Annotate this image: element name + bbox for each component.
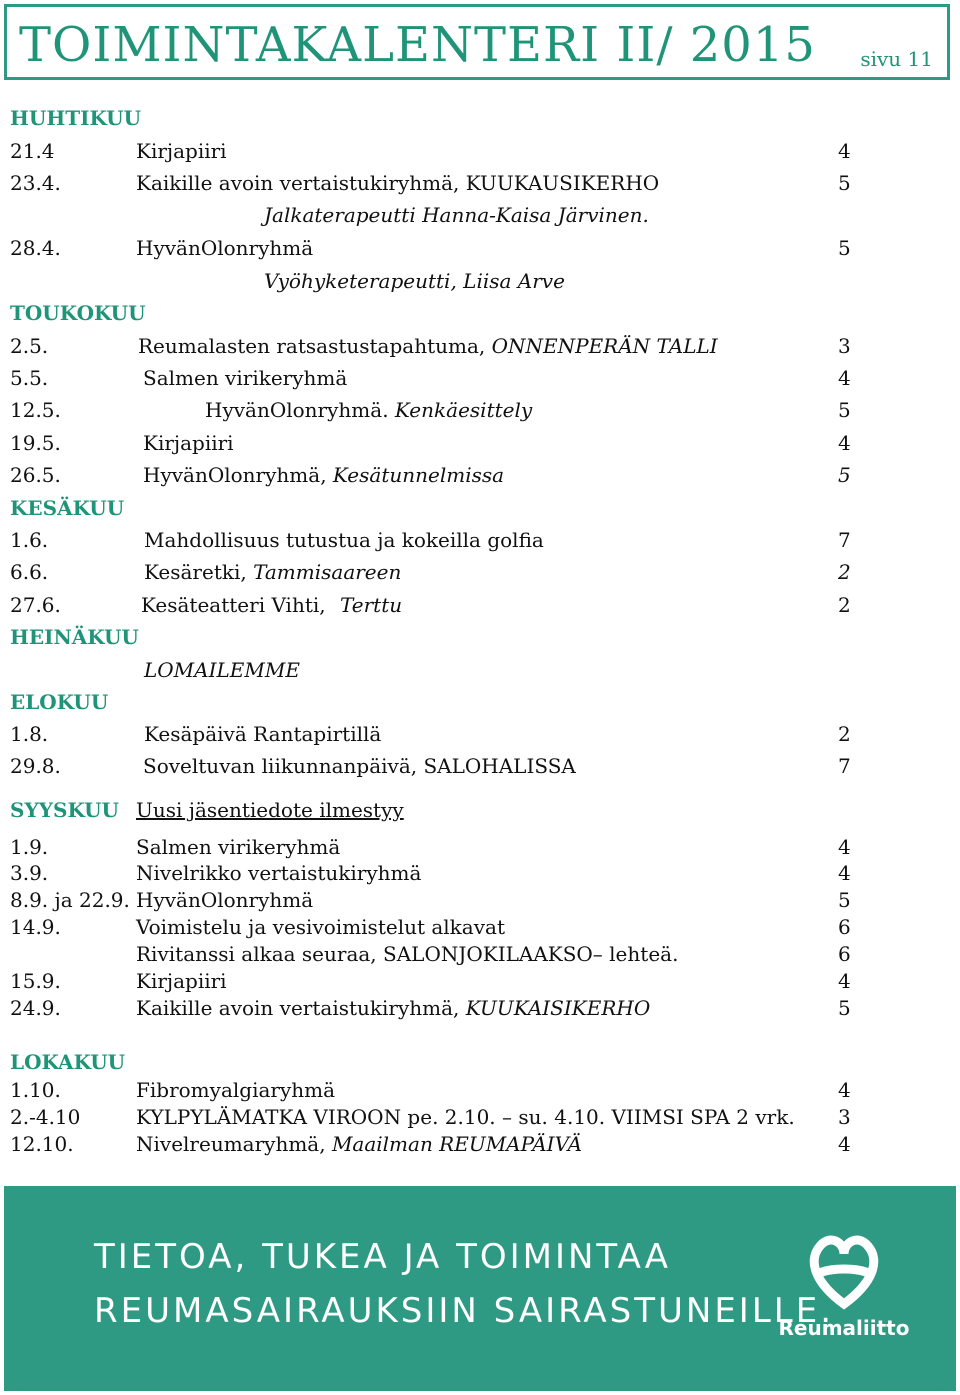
event-page-number: 5 [838, 236, 851, 260]
event-date: 1.6. [10, 528, 49, 552]
event-date: 6.6. [10, 560, 49, 584]
event-title-text: Nivelreumaryhmä, [136, 1132, 332, 1156]
event-title: Kirjapiiri [136, 139, 227, 163]
event-page-number: 6 [838, 915, 851, 939]
event-row [0, 1129, 960, 1159]
event-title: Voimistelu ja vesivoimistelut alkavat [136, 915, 505, 939]
event-page-number: 5 [838, 888, 851, 912]
event-date: 27.6. [10, 593, 61, 617]
event-detail: Jalkaterapeutti Hanna-Kaisa Järvinen. [264, 203, 649, 227]
event-date: 3.9. [10, 861, 49, 885]
event-title-text: HyvänOlonryhmä. [205, 398, 395, 422]
event-date: 1.8. [10, 722, 49, 746]
newsletter-note: Uusi jäsentiedote ilmestyy [136, 798, 404, 822]
month-label: SYYSKUU [10, 798, 119, 822]
event-row [0, 858, 960, 888]
event-title: Salmen virikeryhmä [136, 835, 341, 859]
event-page-number: 6 [838, 942, 851, 966]
event-title [143, 460, 504, 490]
event-title: Mahdollisuus tutustua ja kokeilla golfia [144, 528, 544, 552]
event-page-number: 5 [838, 398, 851, 422]
month-label: HEINÄKUU [10, 625, 139, 649]
event-title-text: Kaikille avoin vertaistukiryhmä, [136, 996, 466, 1020]
reumaliitto-banner [4, 1186, 956, 1391]
calendar-header [4, 4, 950, 80]
event-date: 5.5. [10, 366, 49, 390]
event-row [0, 428, 960, 458]
event-title: Kirjapiiri [136, 969, 227, 993]
event-date: 21.4 [10, 139, 55, 163]
event-row [0, 557, 960, 587]
month-heading [0, 103, 960, 133]
event-date: 24.9. [10, 996, 61, 1020]
event-page-number: 5 [838, 171, 851, 195]
event-row [0, 168, 960, 198]
logo-text: Reumaliitto [778, 1316, 910, 1340]
event-page-number: 3 [838, 1105, 851, 1129]
event-page-number: 5 [838, 996, 851, 1020]
holiday-text: LOMAILEMME [144, 658, 300, 682]
event-row [0, 966, 960, 996]
event-row [0, 885, 960, 915]
event-row [0, 460, 960, 490]
event-title: Kesäpäivä Rantapirtillä [144, 722, 382, 746]
event-date: 23.4. [10, 171, 61, 195]
event-title-text: Kesäteatteri Vihti, [141, 593, 332, 617]
event-date: 1.10. [10, 1078, 61, 1102]
event-page-number: 3 [838, 334, 851, 358]
reumaliitto-logo [764, 1220, 924, 1350]
event-row [0, 1075, 960, 1105]
event-page-number: 4 [838, 1078, 851, 1102]
event-date: 26.5. [10, 463, 61, 487]
event-title: Nivelrikko vertaistukiryhmä [136, 861, 422, 885]
slogan-line-1: TIETOA, TUKEA JA TOIMINTAA [94, 1237, 672, 1277]
event-title-italic: Kesätunnelmissa [332, 463, 505, 487]
event-page-number: 4 [838, 861, 851, 885]
banner-slogan [94, 1230, 834, 1338]
event-date: 12.5. [10, 398, 61, 422]
month-heading [0, 1047, 960, 1077]
month-label: TOUKOKUU [10, 301, 146, 325]
event-page-number: 7 [838, 528, 851, 552]
heart-knot-icon [764, 1220, 924, 1316]
event-date: 1.9. [10, 835, 49, 859]
event-title-italic: Maailman REUMAPÄIVÄ [331, 1132, 583, 1156]
event-page-number: 4 [838, 139, 851, 163]
event-date: 14.9. [10, 915, 61, 939]
event-row [0, 331, 960, 361]
month-label: HUHTIKUU [10, 106, 142, 130]
event-row [0, 395, 960, 425]
event-title-italic: KUUKAISIKERHO [465, 996, 651, 1020]
month-heading [0, 493, 960, 523]
event-date: 2.5. [10, 334, 49, 358]
event-title: HyvänOlonryhmä [136, 236, 314, 260]
month-heading [0, 687, 960, 717]
event-row [0, 233, 960, 263]
event-page-number: 2 [838, 593, 851, 617]
event-title: KYLPYLÄMATKA VIROON pe. 2.10. – su. 4.10. VIIMSI SPA 2 vrk. [136, 1105, 795, 1129]
event-date: 28.4. [10, 236, 61, 260]
event-date: 12.10. [10, 1132, 74, 1156]
event-title: Soveltuvan liikunnanpäivä, SALOHALISSA [143, 754, 576, 778]
event-title [205, 395, 532, 425]
event-title: Salmen virikeryhmä [143, 366, 348, 390]
page-title: TOIMINTAKALENTERI II/ 2015 [19, 17, 816, 73]
event-title-italic: Terttu [339, 593, 403, 617]
event-row [0, 363, 960, 393]
event-title-text: Kesäretki, [144, 560, 254, 584]
event-date: 8.9. ja 22.9. [10, 888, 130, 912]
event-title [138, 331, 718, 361]
slogan-line-2: REUMASAIRAUKSIIN SAIRASTUNEILLE. [94, 1291, 835, 1331]
event-title: Rivitanssi alkaa seuraa, SALONJOKILAAKSO– lehteä. [136, 942, 679, 966]
event-title [144, 557, 401, 587]
event-title-text: Reumalasten ratsastustapahtuma, [138, 334, 492, 358]
event-title-italic: Tammisaareen [253, 560, 402, 584]
event-page-number: 4 [838, 1132, 851, 1156]
holiday-note [0, 655, 960, 685]
event-title: Kirjapiiri [143, 431, 234, 455]
event-subline [0, 200, 960, 230]
event-page-number: 7 [838, 754, 851, 778]
event-title [136, 993, 650, 1023]
month-label: KESÄKUU [10, 496, 125, 520]
event-row [0, 751, 960, 781]
event-page-number: 4 [838, 969, 851, 993]
event-date: 29.8. [10, 754, 61, 778]
event-title: HyvänOlonryhmä [136, 888, 314, 912]
event-title: Kaikille avoin vertaistukiryhmä, KUUKAUSIKERHO [136, 171, 660, 195]
event-title-italic: Kenkäesittely [394, 398, 533, 422]
event-title [136, 1129, 582, 1159]
event-title-italic: ONNENPERÄN TALLI [491, 334, 718, 358]
month-heading [0, 795, 960, 825]
month-heading [0, 622, 960, 652]
event-row [0, 993, 960, 1023]
month-label: ELOKUU [10, 690, 109, 714]
event-subline [0, 266, 960, 296]
event-row [0, 719, 960, 749]
event-title [141, 590, 402, 620]
event-date: 19.5. [10, 431, 61, 455]
event-title-text: HyvänOlonryhmä, [143, 463, 333, 487]
event-page-number: 2 [838, 560, 851, 584]
page-number: sivu 11 [860, 47, 933, 71]
event-row [0, 1102, 960, 1132]
event-row [0, 912, 960, 942]
event-page-number: 4 [838, 366, 851, 390]
event-row [0, 939, 960, 969]
event-page-number: 4 [838, 835, 851, 859]
month-label: LOKAKUU [10, 1050, 126, 1074]
event-title: Fibromyalgiaryhmä [136, 1078, 336, 1102]
event-date: 2.-4.10 [10, 1105, 81, 1129]
event-detail: Vyöhyketerapeutti, Liisa Arve [264, 269, 565, 293]
month-heading [0, 298, 960, 328]
event-page-number: 5 [838, 463, 851, 487]
event-row [0, 590, 960, 620]
event-page-number: 2 [838, 722, 851, 746]
event-page-number: 4 [838, 431, 851, 455]
event-row [0, 136, 960, 166]
event-date: 15.9. [10, 969, 61, 993]
event-row [0, 525, 960, 555]
